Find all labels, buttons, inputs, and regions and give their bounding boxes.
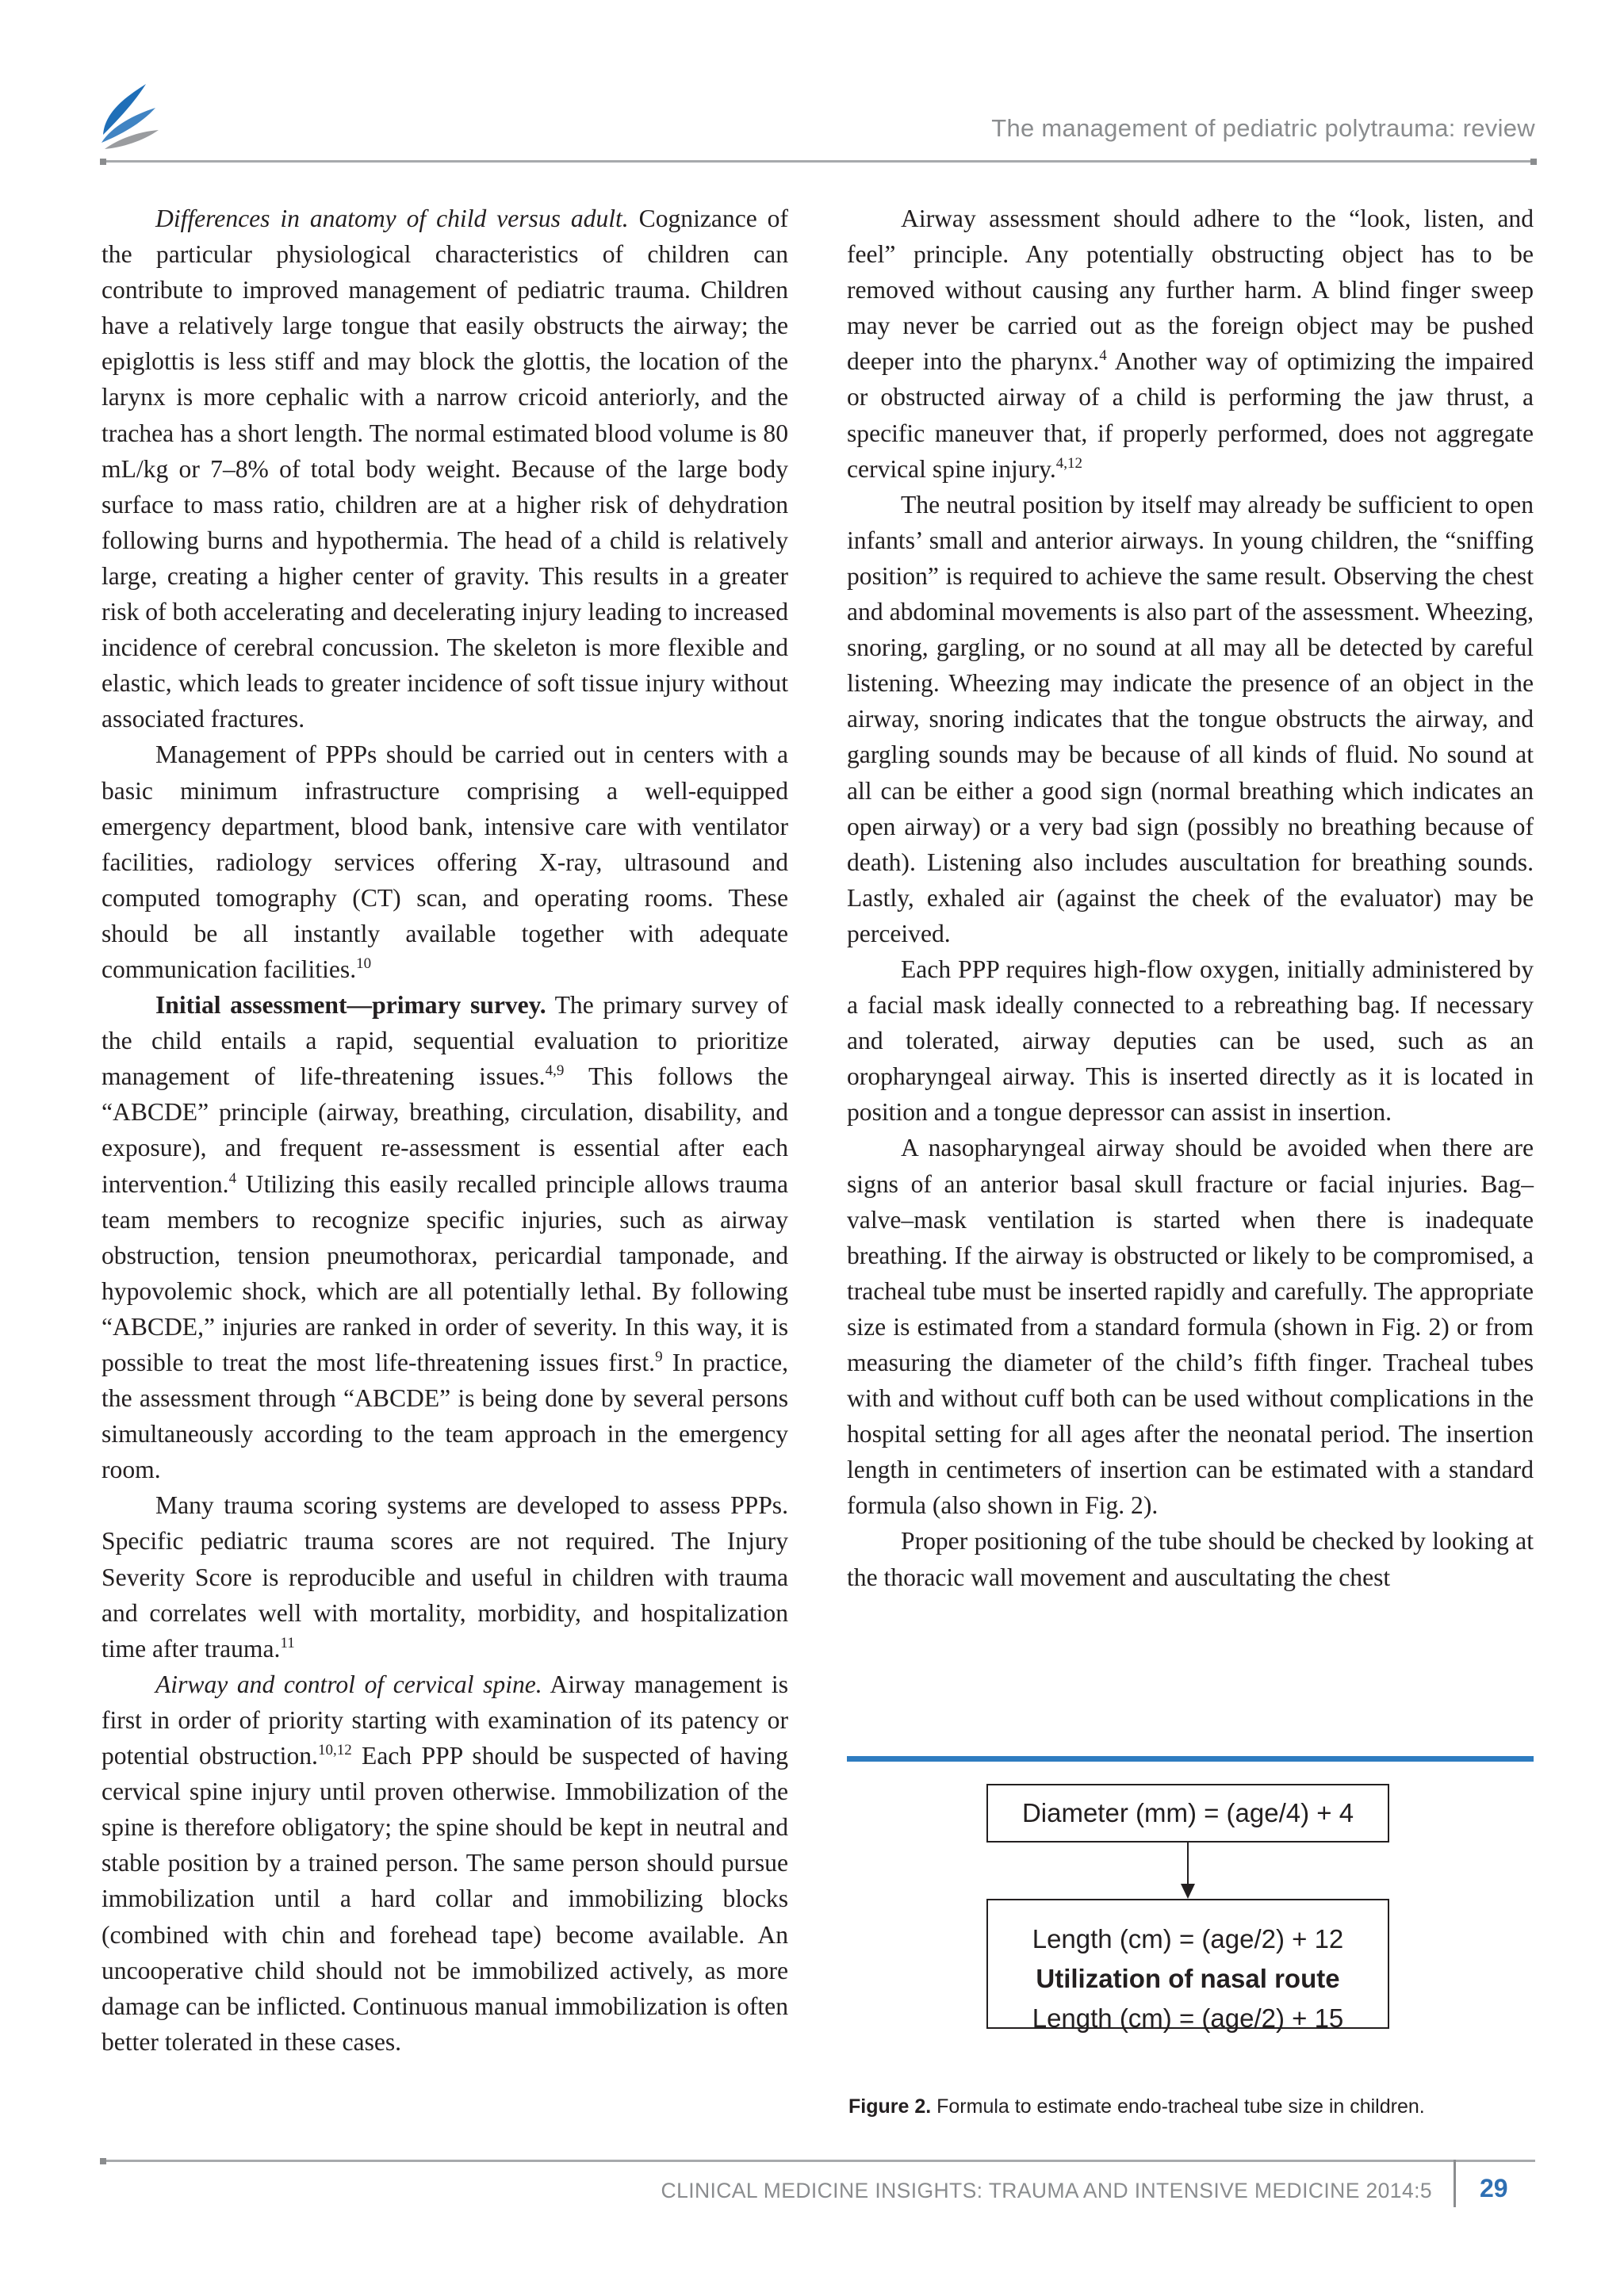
page-number: 29 [1480,2174,1508,2202]
paragraph: Airway assessment should adhere to the “look, listen, and feel” principle. Any potentially obstructing object has to be removed without causing any further harm. A blind finger sweep may never be carried out as the foreign object may be pushed deeper into the pharynx.$^4$ Another way of optimizing the impaired or obstructed airway of a child is performing the jaw thrust, a specific maneuver that, if properly performed, does not aggregate cervical spine injury.$^{4,12}$ [847,205,1534,483]
paragraph: A nasopharyngeal airway should be avoided when there are signs of an anterior basal skull fracture or facial injuries. Bag–valve–mask ventilation is started when there is inadequate breathing. If the airway is obstructed or likely to be compromised, a tracheal tube must be inserted rapidly and carefully. The appropriate size is estimated from a standard formula (shown in Fig. 2) or from measuring the diameter of the child’s fifth finger. Tracheal tubes with and without cuff both can be used without complications in the hospital setting for all ages after the neonatal period. The insertion length in centimeters of insertion can be estimated with a standard formula (also shown in Fig. 2). [847,1134,1534,1520]
figure-caption: Figure 2. Formula to estimate endo-tracheal tube size in children. [848,2095,1425,2118]
citation[interactable]: 10 [356,955,372,972]
running-header: The management of pediatric polytrauma: review [991,114,1535,142]
journal-citation: CLINICAL MEDICINE INSIGHTS: TRAUMA AND INTENSIVE MEDICINE 2014:5 [661,2179,1432,2202]
diameter-formula-box: Diameter (mm) = (age/4) + 4 [986,1784,1389,1843]
citation[interactable]: 4 [1099,347,1107,365]
citation[interactable]: 4 [228,1169,237,1187]
paragraph: Each PPP requires high-flow oxygen, initially administered by a facial mask ideally connected to a rebreathing bag. If necessary and tolerated, airway deputies can be used, such as an oropharyngeal airway. This is inserted directly as it is located in position and a tongue depressor can assist in insertion. [847,955,1534,1127]
figure-top-rule [847,1756,1534,1762]
footer-rule [102,2160,1535,2162]
nasal-route-label: Utilization of nasal route [1036,1964,1340,1993]
citation[interactable]: 11 [280,1634,295,1651]
journal-logo-icon [97,79,160,151]
nasal-length-formula: Length (cm) = (age/2) + 15 [1032,2003,1344,2033]
arrow-down-icon [1181,1884,1195,1899]
right-column [847,201,1534,1595]
citation[interactable]: 4,12 [1055,454,1083,472]
left-column [102,201,788,2060]
paragraph: Airway and control of cervical spine. Airway management is first in order of priority starting with examination of its patency or potential obstruction.$^{10,12}$ Each PPP should be suspected of having cervical spine injury until proven otherwise. Immobilization of the spine is therefore obligatory; the spine should be kept in neutral and stable position by a trained person. The same person should pursue immobilization until a hard collar and immobilizing blocks (combined with chin and forehead tape) become available. An uncooperative child should not be immobilized actively, as more damage can be inflicted. Continuous manual immobilization is often better tolerated in these cases. [102,1670,788,2056]
paragraph: Proper positioning of the tube should be checked by looking at the thoracic wall movement and auscultating the chest [847,1527,1534,1591]
header-rule [102,160,1535,163]
flow-arrow-line [1187,1843,1189,1887]
length-formula-box [986,1899,1389,2033]
footer-separator [1454,2160,1456,2207]
citation[interactable]: 9 [655,1349,663,1365]
oral-length-formula: Length (cm) = (age/2) + 12 [1032,1924,1344,1954]
paragraph: Management of PPPs should be carried out in centers with a basic minimum infrastructure comprising a well-equipped emergency department, blood bank, intensive care with ventilator facilities, radiology services offering X-ray, ultrasound and computed tomography (CT) scan, and operating rooms. These should be all instantly available together with adequate communication facilities.$^{10}$ [102,740,788,983]
citation[interactable]: 4,9 [545,1062,565,1080]
paragraph: Many trauma scoring systems are developed to assess PPPs. Specific pediatric trauma scores are not required. The Injury Severity Score is reproducible and useful in children with trauma and correlates well with mortality, morbidity, and hospitalization time after trauma.$^{11}$ [102,1491,788,1663]
paragraph: Initial assessment—primary survey. The primary survey of the child entails a rapid, sequential evaluation to prioritize management of life-threatening issues.$^{4,9}$ This follows the “ABCDE” principle (airway, breathing, circulation, disability, and exposure), and frequent re-assessment is essential after each intervention.$^4$ Utilizing this easily recalled principle allows trauma team members to recognize specific injuries, such as airway obstruction, tension pneumothorax, pericardial tamponade, and hypovolemic shock, which are all potentially lethal. By following “ABCDE,” injuries are ranked in order of severity. In this way, it is possible to treat the most life-threatening issues first.$^9$ In practice, the assessment through “ABCDE” is being done by several persons simultaneously according to the team approach in the emergency room. [102,991,788,1484]
paragraph: The neutral position by itself may already be sufficient to open infants’ small and anterior airways. In young children, the “sniffing position” is required to achieve the same result. Observing the chest and abdominal movements is also part of the assessment. Wheezing, snoring, gargling, or no sound at all may all be detected by careful listening. Wheezing may indicate the presence of an object in the airway, snoring indicates that the tongue obstructs the airway, and gargling sounds may be because of all kinds of fluid. No sound at all can be either a good sign (normal breathing which indicates an open airway) or a very bad sign (possibly no breathing because of death). Listening also includes auscultation for breathing sounds. Lastly, exhaled air (against the cheek of the evaluator) may be perceived. [847,490,1534,947]
paragraph: Differences in anatomy of child versus adult. Cognizance of the particular physiological characteristics of children can contribute to improved management of pediatric trauma. Children have a relatively large tongue that easily obstructs the airway; the epiglottis is less stiff and may block the glottis, the location of the larynx is more cephalic with a narrow cricoid anteriorly, and the trachea has a short length. The normal estimated blood volume is 80 mL/kg or 7–8% of total body weight. Because of the large body surface to mass ratio, children are at a higher risk of dehydration following burns and hypothermia. The head of a child is relatively large, creating a higher center of gravity. This results in a greater risk of both accelerating and decelerating injury leading to increased incidence of cerebral concussion. The skeleton is more flexible and elastic, which leads to greater incidence of soft tissue injury without associated fractures. [102,205,788,733]
citation[interactable]: 10,12 [317,1742,352,1759]
